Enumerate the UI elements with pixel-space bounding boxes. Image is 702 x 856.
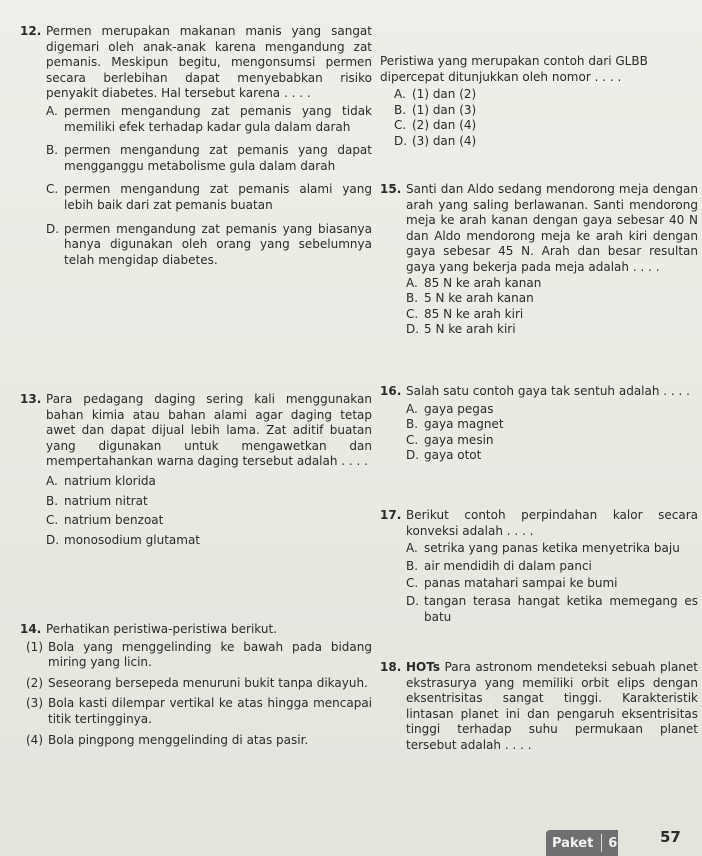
option-b[interactable]: B. air mendidih di dalam panci — [406, 558, 592, 573]
question-text: Perhatikan peristiwa-peristiwa berikut. — [46, 622, 277, 636]
question-14-prompt: Peristiwa yang merupakan contoh dari GLBB dipercepat ditunjukkan oleh nomor . . . . — [380, 54, 648, 84]
event-item-2: (2) Seseorang bersepeda menuruni bukit tanpa dikayuh. — [26, 675, 368, 690]
option-d[interactable]: D. permen mengandung zat pemanis yang biasanya hanya digunakan oleh orang yang sebelumnya telah mengidap diabetes. — [46, 221, 372, 267]
question-text: Permen merupakan makanan manis yang sangat digemari oleh anak-anak karena mengandung zat pemanis. Meskipun begitu, mengonsumsi permen secara berlebihan dapat menyebabkan risiko penyakit diabetes. Hal tersebut karena . . . . — [46, 24, 372, 101]
question-number: 17. — [380, 508, 402, 522]
question-15 — [380, 182, 698, 338]
question-16 — [380, 384, 698, 464]
option-a[interactable]: A. setrika yang panas ketika menyetrika baju — [406, 541, 680, 556]
options-list — [46, 104, 372, 268]
question-18-body: Para astronom mendeteksi sebuah planet ekstrasurya yang memiliki orbit elips dengan eksentrisitas sangat tinggi. Karakteristik lintasan planet ini dan pengaruh eksentrisitas tinggi terhadap suhu permukaan planet tersebut adalah . . . . — [406, 660, 698, 752]
question-text — [406, 660, 698, 754]
question-12 — [20, 24, 372, 268]
paket-number: 6 — [608, 835, 618, 851]
option-c[interactable]: C. panas matahari sampai ke bumi — [406, 576, 618, 591]
options-list — [46, 474, 372, 548]
option-c[interactable]: C. gaya mesin — [406, 432, 494, 447]
question-number: 12. — [20, 24, 42, 38]
option-d[interactable]: D. 5 N ke arah kiri — [406, 322, 516, 337]
question-14-continued — [380, 54, 680, 150]
question-text: Santi dan Aldo sedang mendorong meja dengan arah yang saling berlawanan. Santi mendorong meja ke arah kanan dengan gaya sebesar 40 N dan Aldo mendorong meja ke arah kiri dengan gaya sebesar 45 N. Arah dan besar resultan gaya yang bekerja pada meja adalah . . . . — [406, 182, 698, 274]
event-item-3: (3) Bola kasti dilempar vertikal ke atas hingga mencapai titik tertingginya. — [26, 696, 372, 726]
option-b[interactable]: B. natrium nitrat — [46, 493, 148, 508]
question-text: Para pedagang daging sering kali menggunakan bahan kimia atau bahan alami agar daging tetap awet dan dapat dijual lebih lama. Zat aditif buatan yang digunakan untuk mengawetkan dan mempertahankan warna daging tersebut adalah . . . . — [46, 392, 372, 469]
options-list — [406, 541, 698, 625]
option-b[interactable]: B. permen mengandung zat pemanis yang dapat mengganggu metabolisme gula dalam darah — [46, 143, 372, 173]
paket-label: Paket 6 — [546, 830, 618, 856]
option-c[interactable]: C. natrium benzoat — [46, 513, 164, 528]
option-a[interactable]: A. gaya pegas — [406, 401, 494, 416]
question-17 — [380, 508, 698, 625]
question-number: 13. — [20, 392, 42, 406]
option-b[interactable]: B. gaya magnet — [406, 417, 504, 432]
option-d[interactable]: D. tangan terasa hangat ketika memegang es batu — [406, 593, 698, 624]
event-item-4: (4) Bola pingpong menggelinding di atas pasir. — [26, 732, 309, 747]
question-number: 15. — [380, 182, 402, 196]
option-a[interactable]: A. (1) dan (2) — [394, 87, 477, 102]
question-text: Salah satu contoh gaya tak sentuh adalah . . . . — [406, 384, 690, 398]
option-c[interactable]: C. (2) dan (4) — [394, 118, 477, 133]
question-14 — [20, 622, 372, 748]
option-a[interactable]: A. permen mengandung zat pemanis yang tidak memiliki efek terhadap kadar gula dalam darah — [46, 103, 372, 134]
question-18 — [380, 660, 698, 754]
options-list — [406, 402, 698, 464]
option-d[interactable]: D. monosodium glutamat — [46, 532, 200, 547]
option-d[interactable]: D. (3) dan (4) — [394, 133, 477, 148]
question-number: 16. — [380, 384, 402, 398]
event-list — [26, 640, 372, 749]
event-item-1: (1) Bola yang menggelinding ke bawah pada bidang miring yang licin. — [26, 639, 372, 670]
question-number: 14. — [20, 622, 42, 636]
options-list — [394, 87, 680, 149]
page-number: 57 — [660, 828, 681, 846]
divider — [601, 834, 602, 852]
question-13 — [20, 392, 372, 548]
question-text: Berikut contoh perpindahan kalor secara konveksi adalah . . . . — [406, 508, 698, 538]
option-a[interactable]: A. natrium klorida — [46, 473, 156, 488]
options-list — [406, 276, 698, 338]
hots-badge: HOTs — [406, 660, 440, 674]
option-c[interactable]: C. permen mengandung zat pemanis alami yang lebih baik dari zat pemanis buatan — [46, 182, 372, 212]
question-number: 18. — [380, 660, 402, 674]
option-b[interactable]: B. 5 N ke arah kanan — [406, 291, 534, 306]
option-d[interactable]: D. gaya otot — [406, 448, 482, 463]
option-c[interactable]: C. 85 N ke arah kiri — [406, 306, 524, 321]
option-b[interactable]: B. (1) dan (3) — [394, 102, 477, 117]
option-a[interactable]: A. 85 N ke arah kanan — [406, 275, 542, 290]
